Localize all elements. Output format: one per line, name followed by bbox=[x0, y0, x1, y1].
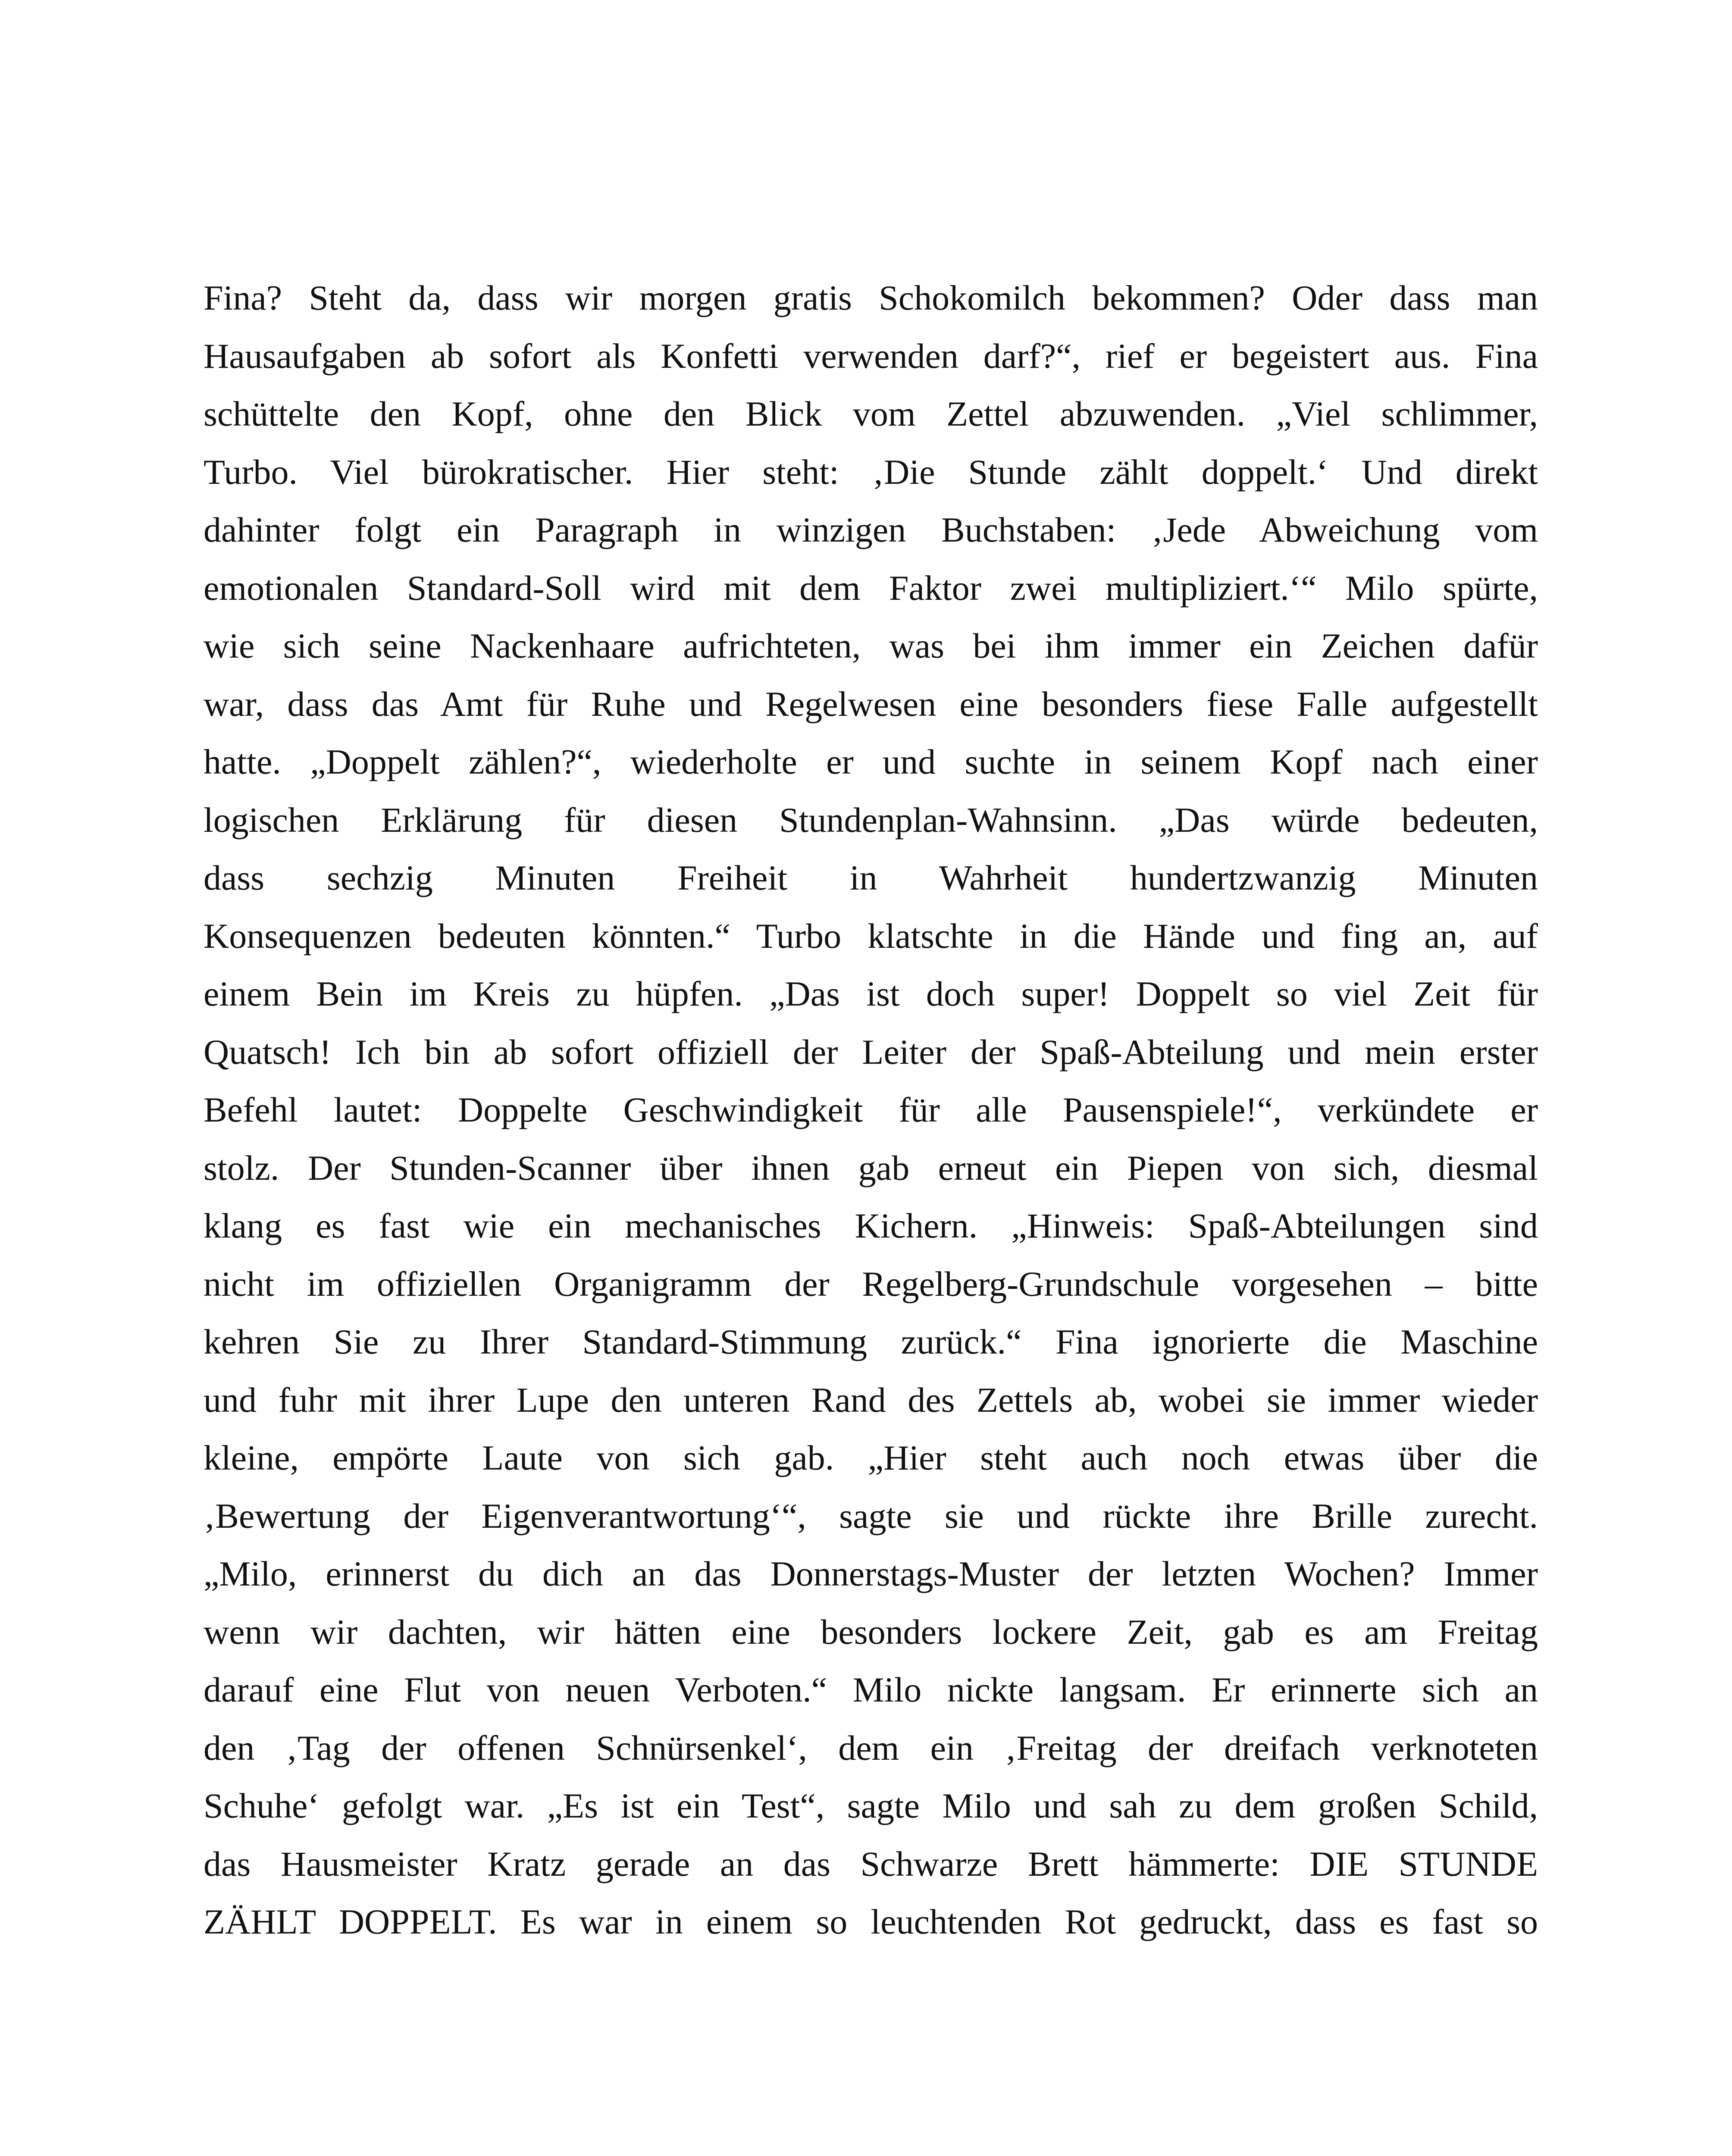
text-line: kehren Sie zu Ihrer Standard-Stimmung zurück.“ Fina ignorierte die Maschine bbox=[204, 1322, 1538, 1361]
text-line: nicht im offiziellen Organigramm der Regelberg-Grundschule vorgesehen – bitte bbox=[204, 1264, 1538, 1304]
text-line: dahinter folgt ein Paragraph in winzigen Buchstaben: ‚Jede Abweichung vom bbox=[204, 510, 1538, 549]
text-line: war, dass das Amt für Ruhe und Regelwesen eine besonders fiese Falle aufgestellt bbox=[204, 684, 1538, 724]
text-line: darauf eine Flut von neuen Verboten.“ Milo nickte langsam. Er erinnerte sich an bbox=[204, 1670, 1538, 1709]
text-line: Quatsch! Ich bin ab sofort offiziell der Leiter der Spaß-Abteilung und mein erster bbox=[204, 1032, 1538, 1072]
text-line: Befehl lautet: Doppelte Geschwindigkeit für alle Pausenspiele!“, verkündete er bbox=[204, 1090, 1538, 1129]
text-line: „Milo, erinnerst du dich an das Donnerstags-Muster der letzten Wochen? Immer bbox=[204, 1554, 1538, 1593]
text-line: Turbo. Viel bürokratischer. Hier steht: ‚Die Stunde zählt doppelt.‘ Und direkt bbox=[204, 452, 1538, 492]
text-line: dass sechzig Minuten Freiheit in Wahrheit hundertzwanzig Minuten bbox=[204, 858, 1538, 897]
text-line: wenn wir dachten, wir hätten eine besonders lockere Zeit, gab es am Freitag bbox=[204, 1612, 1538, 1651]
text-line: das Hausmeister Kratz gerade an das Schwarze Brett hämmerte: DIE STUNDE bbox=[204, 1844, 1538, 1883]
body-text bbox=[204, 269, 1538, 1951]
text-line: Fina? Steht da, dass wir morgen gratis Schokomilch bekommen? Oder dass man bbox=[204, 278, 1538, 317]
text-line: den ‚Tag der offenen Schnürsenkel‘, dem ein ‚Freitag der dreifach verknoteten bbox=[204, 1728, 1538, 1767]
text-line: Hausaufgaben ab sofort als Konfetti verwenden darf?“, rief er begeistert aus. Fina bbox=[204, 336, 1538, 376]
text-line: und fuhr mit ihrer Lupe den unteren Rand des Zettels ab, wobei sie immer wieder bbox=[204, 1380, 1538, 1420]
text-line: kleine, empörte Laute von sich gab. „Hier steht auch noch etwas über die bbox=[204, 1438, 1538, 1477]
text-line: klang es fast wie ein mechanisches Kichern. „Hinweis: Spaß-Abteilungen sind bbox=[204, 1206, 1538, 1245]
text-line: hatte. „Doppelt zählen?“, wiederholte er und suchte in seinem Kopf nach einer bbox=[204, 742, 1538, 781]
text-line: Schuhe‘ gefolgt war. „Es ist ein Test“, sagte Milo und sah zu dem großen Schild, bbox=[204, 1786, 1538, 1825]
text-line: emotionalen Standard-Soll wird mit dem Faktor zwei multipliziert.‘“ Milo spürte, bbox=[204, 568, 1538, 608]
text-line: stolz. Der Stunden-Scanner über ihnen gab erneut ein Piepen von sich, diesmal bbox=[204, 1148, 1538, 1188]
text-line: einem Bein im Kreis zu hüpfen. „Das ist doch super! Doppelt so viel Zeit für bbox=[204, 974, 1538, 1013]
text-line: schüttelte den Kopf, ohne den Blick vom Zettel abzuwenden. „Viel schlimmer, bbox=[204, 394, 1538, 433]
text-line: logischen Erklärung für diesen Stundenplan-Wahnsinn. „Das würde bedeuten, bbox=[204, 800, 1538, 840]
text-line: ZÄHLT DOPPELT. Es war in einem so leuchtenden Rot gedruckt, dass es fast so bbox=[204, 1902, 1538, 1941]
text-line: wie sich seine Nackenhaare aufrichteten, was bei ihm immer ein Zeichen dafür bbox=[204, 626, 1538, 665]
text-line: Konsequenzen bedeuten könnten.“ Turbo klatschte in die Hände und fing an, auf bbox=[204, 916, 1538, 956]
text-line: ‚Bewertung der Eigenverantwortung‘“, sagte sie und rückte ihre Brille zurecht. bbox=[204, 1496, 1538, 1536]
